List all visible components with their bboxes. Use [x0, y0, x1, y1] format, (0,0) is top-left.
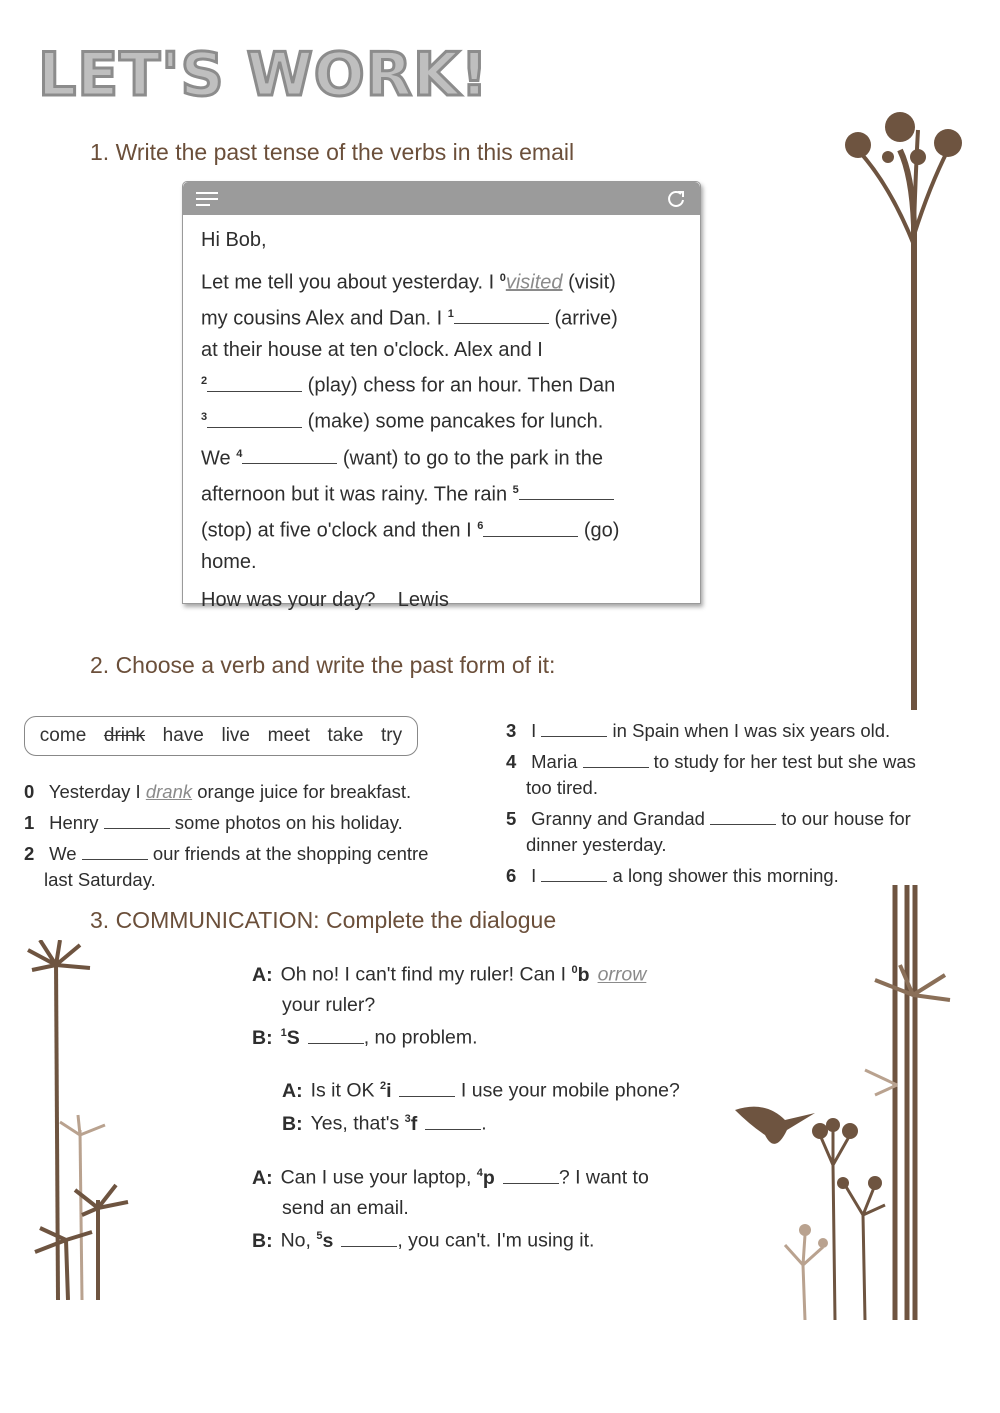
answer-blank[interactable]: [82, 841, 148, 860]
email-toolbar: [183, 182, 700, 215]
email-line: [201, 475, 682, 511]
email-signature: Lewis: [397, 588, 449, 611]
item-number: 4: [506, 751, 517, 772]
item-text: Yesterday I: [44, 781, 146, 802]
gap-number: 5: [512, 483, 519, 496]
email-window: [182, 181, 701, 611]
plant-decoration-bottom-left: [20, 940, 150, 1300]
speaker-label: A:: [252, 1166, 273, 1189]
word-option: try: [381, 725, 403, 746]
answer-blank[interactable]: [425, 1111, 481, 1130]
item-number: 5: [506, 808, 517, 829]
answer-blank[interactable]: [519, 481, 614, 500]
item-text: orange juice for breakfast.: [192, 781, 412, 802]
exercise-item: [506, 806, 911, 858]
dialogue-text: Oh no! I can't find my ruler! Can I: [280, 963, 572, 986]
first-letter: b: [577, 963, 590, 986]
item-text: Granny and Grandad: [526, 808, 711, 829]
answer-blank[interactable]: [710, 806, 776, 825]
item-continuation: too tired.: [526, 777, 598, 798]
exercise-item: [24, 810, 403, 836]
example-answer: visited: [505, 271, 563, 294]
answer-blank[interactable]: [541, 863, 607, 882]
item-text: I: [526, 720, 542, 741]
dialogue-line: [252, 1221, 594, 1256]
email-text: Let me tell you about yesterday. I: [201, 271, 500, 294]
section3-heading: 3. COMMUNICATION: Complete the dialogue: [90, 907, 557, 933]
email-closing: How was your day?: [201, 588, 376, 611]
word-option: come: [39, 725, 87, 746]
speaker-label: A:: [252, 963, 273, 986]
email-closing-line: [201, 585, 682, 617]
email-text: (stop) at five o'clock and then I: [201, 519, 478, 542]
item-number: 1: [24, 812, 35, 833]
dialogue-text: I use your mobile phone?: [455, 1079, 680, 1102]
email-text: (want) to go to the park in the: [337, 447, 604, 470]
gap-number: 0: [571, 964, 578, 976]
dialogue-text: Can I use your laptop,: [280, 1166, 477, 1189]
item-text: We: [44, 843, 82, 864]
dialogue-text: ? I want to: [558, 1166, 649, 1189]
email-line: [201, 547, 682, 579]
dialogue-line: [282, 1104, 487, 1139]
email-line: [201, 263, 682, 299]
answer-blank[interactable]: [242, 445, 337, 464]
email-text: (arrive): [548, 307, 618, 330]
hummingbird-icon: [735, 1107, 815, 1144]
answer-blank[interactable]: [207, 409, 302, 428]
plant-decoration-top-right: [830, 105, 970, 710]
first-letter: p: [482, 1166, 495, 1189]
dialogue-line: [282, 1071, 680, 1106]
dialogue-continuation: send an email.: [282, 1196, 409, 1219]
word-option: have: [162, 725, 204, 746]
item-number: 3: [506, 720, 517, 741]
gap-number: 4: [476, 1167, 483, 1179]
gap-number: 0: [499, 271, 506, 284]
item-number: 0: [24, 781, 35, 802]
email-greeting: Hi Bob,: [201, 229, 267, 251]
first-letter: S: [286, 1026, 300, 1049]
gap-number: 2: [379, 1080, 387, 1092]
answer-blank[interactable]: [483, 518, 578, 537]
answer-blank[interactable]: [207, 373, 302, 392]
item-continuation: last Saturday.: [44, 869, 156, 890]
answer-blank[interactable]: [541, 718, 607, 737]
email-text: (play) chess for an hour. Then Dan: [302, 374, 616, 397]
word-box: [24, 716, 418, 756]
section2-heading: 2. Choose a verb and write the past form of it:: [90, 652, 556, 678]
item-text: some photos on his holiday.: [169, 812, 403, 833]
word-option: take: [327, 725, 364, 746]
gap-number: 4: [236, 447, 243, 460]
dialogue-text: , no problem.: [363, 1026, 478, 1049]
dialogue-text: No,: [280, 1229, 317, 1252]
email-text: my cousins Alex and Dan. I: [201, 307, 448, 330]
answer-blank[interactable]: [104, 810, 170, 829]
gap-number: 5: [316, 1230, 323, 1242]
answer-blank[interactable]: [341, 1228, 397, 1247]
exercise-item: [24, 779, 411, 805]
speaker-label: B:: [252, 1026, 273, 1049]
dialogue-line: [252, 1158, 649, 1223]
email-line: [201, 335, 682, 367]
email-line: [201, 402, 682, 438]
item-text: a long shower this morning.: [607, 865, 839, 886]
item-text: Henry: [44, 812, 104, 833]
item-text: our friends at the shopping centre: [147, 843, 429, 864]
dialogue-text: Is it OK: [310, 1079, 380, 1102]
email-line: [201, 511, 682, 547]
first-letter: i: [386, 1079, 392, 1102]
gap-number: 3: [404, 1113, 411, 1125]
gap-number: 2: [201, 375, 208, 388]
exercise-item: [24, 841, 428, 893]
first-letter: f: [410, 1112, 418, 1135]
refresh-icon[interactable]: [666, 189, 686, 209]
gap-number: 1: [280, 1027, 287, 1039]
email-line: [201, 366, 682, 402]
email-lines: [201, 263, 682, 579]
page-title: LET'S WORK!: [38, 40, 489, 110]
dialogue-text: Yes, that's: [310, 1112, 405, 1135]
exercise-item: [506, 718, 890, 744]
menu-icon[interactable]: [196, 191, 220, 207]
word-option: drink: [103, 725, 146, 746]
speaker-label: B:: [282, 1112, 303, 1135]
dialogue-text: .: [481, 1112, 487, 1135]
answer-blank[interactable]: [503, 1165, 559, 1184]
email-text: (make) some pancakes for lunch.: [302, 411, 604, 434]
answer-blank[interactable]: [583, 749, 649, 768]
dialogue-line: [252, 955, 646, 1020]
item-continuation: dinner yesterday.: [526, 834, 667, 855]
answer-blank[interactable]: [399, 1078, 455, 1097]
section1-heading: 1. Write the past tense of the verbs in this email: [90, 139, 575, 165]
email-line: [201, 299, 682, 335]
gap-number: 6: [477, 519, 484, 532]
answer-blank[interactable]: [308, 1025, 364, 1044]
answer-blank[interactable]: [454, 305, 549, 324]
dialogue-text: , you can't. I'm using it.: [397, 1229, 595, 1252]
item-text: to study for her test but she was: [648, 751, 916, 772]
first-letter: s: [322, 1229, 334, 1252]
example-answer: orrow: [597, 963, 647, 986]
word-option: meet: [267, 725, 310, 746]
speaker-label: A:: [282, 1079, 303, 1102]
email-line: [201, 439, 682, 475]
item-text: Maria: [526, 751, 583, 772]
plant-decoration-bottom-right: [725, 885, 975, 1320]
dialogue-line: [252, 1018, 478, 1053]
gap-number: 1: [447, 307, 454, 320]
gap-number: 3: [201, 411, 208, 424]
word-option: live: [221, 725, 250, 746]
email-body: [183, 215, 700, 626]
item-text: to our house for: [776, 808, 911, 829]
email-text: (go): [578, 519, 620, 542]
item-text: I: [526, 865, 542, 886]
email-text: at their house at ten o'clock. Alex and I: [201, 338, 543, 361]
email-text: We: [201, 447, 237, 470]
item-text: in Spain when I was six years old.: [607, 720, 891, 741]
speaker-label: B:: [252, 1229, 273, 1252]
email-text: home.: [201, 551, 257, 574]
example-answer: drank: [145, 781, 193, 802]
email-text: afternoon but it was rainy. The rain: [201, 483, 513, 506]
item-number: 2: [24, 843, 35, 864]
email-text: (visit): [562, 271, 616, 294]
exercise-item: [506, 749, 916, 801]
dialogue-continuation: your ruler?: [282, 993, 376, 1016]
item-number: 6: [506, 865, 517, 886]
